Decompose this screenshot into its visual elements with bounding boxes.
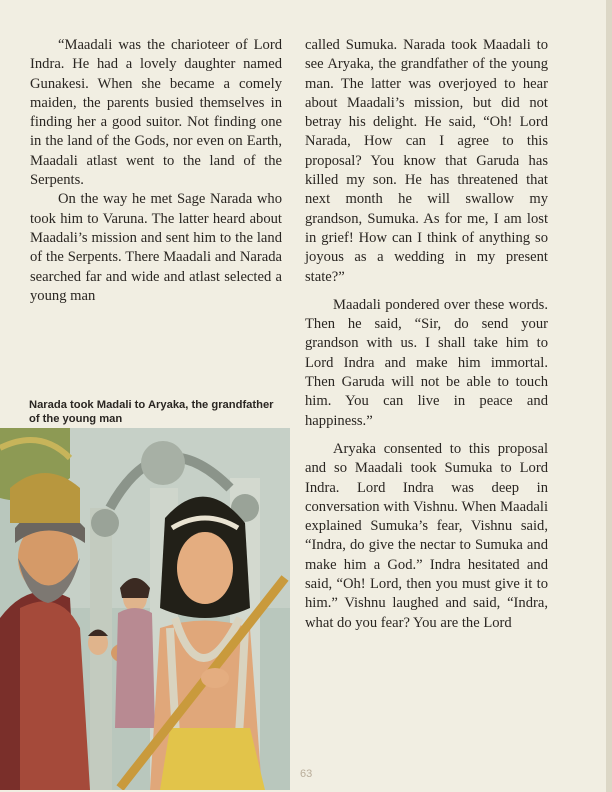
- paragraph: Maadali pondered over these words. Then he said, “Sir, do send your grandson with us. I shall take him to Lord Indra and make him immortal. Then Garuda will not be able to touch him. You can live in peace and happiness.”: [305, 296, 548, 429]
- left-column: [30, 36, 282, 306]
- page-number: 63: [300, 768, 313, 780]
- paragraph: called Sumuka. Narada took Maadali to see Aryaka, the grandfather of the young man. The latter was overjoyed to hear about Maadali’s mission, but did not betray his delight. He said, “Oh! Lord Narada, How can I agree to this proposal? You know that Garuda has killed my son. He has threatened that next month he will swallow my grandson, Sumuka. As for me, I am lost in grief! How can I think of anything so joyous as a wedding in my present state?”: [305, 37, 548, 285]
- page-edge: [606, 0, 612, 792]
- illustration-caption: Narada took Madali to Aryaka, the grandfather of the young man: [29, 399, 274, 425]
- paragraph: Aryaka consented to this proposal and so Maadali took Sumuka to Lord Indra. Lord Indra was deep in conversation with Vishnu. When Maadali explained Sumuka’s fear, Vishnu said, “Indra, do give the nectar to Sumuka and make him a God.” Indra hesitated and said, “Oh! Lord, then you must give it to him.” Vishnu laughed and said, “Indra, what do you fear? You are the Lord: [305, 440, 548, 631]
- right-column: [305, 36, 548, 633]
- paragraph: On the way he met Sage Narada who took him to Varuna. The latter heard about Maadali’s mission and sent him to the land of the Serpents. There Maadali and Narada searched far and wide and atlast selected a young man: [30, 191, 282, 304]
- paragraph: “Maadali was the charioteer of Lord Indra. He had a lovely daughter named Gunakesi. When she became a comely maiden, the parents busied themselves in finding her a good suitor. Not finding one in the land of the Gods, nor even on Earth, Maadali atlast went to the land of the Serpents.: [30, 37, 282, 189]
- illustration: [0, 428, 290, 790]
- illustration-art: [0, 428, 290, 790]
